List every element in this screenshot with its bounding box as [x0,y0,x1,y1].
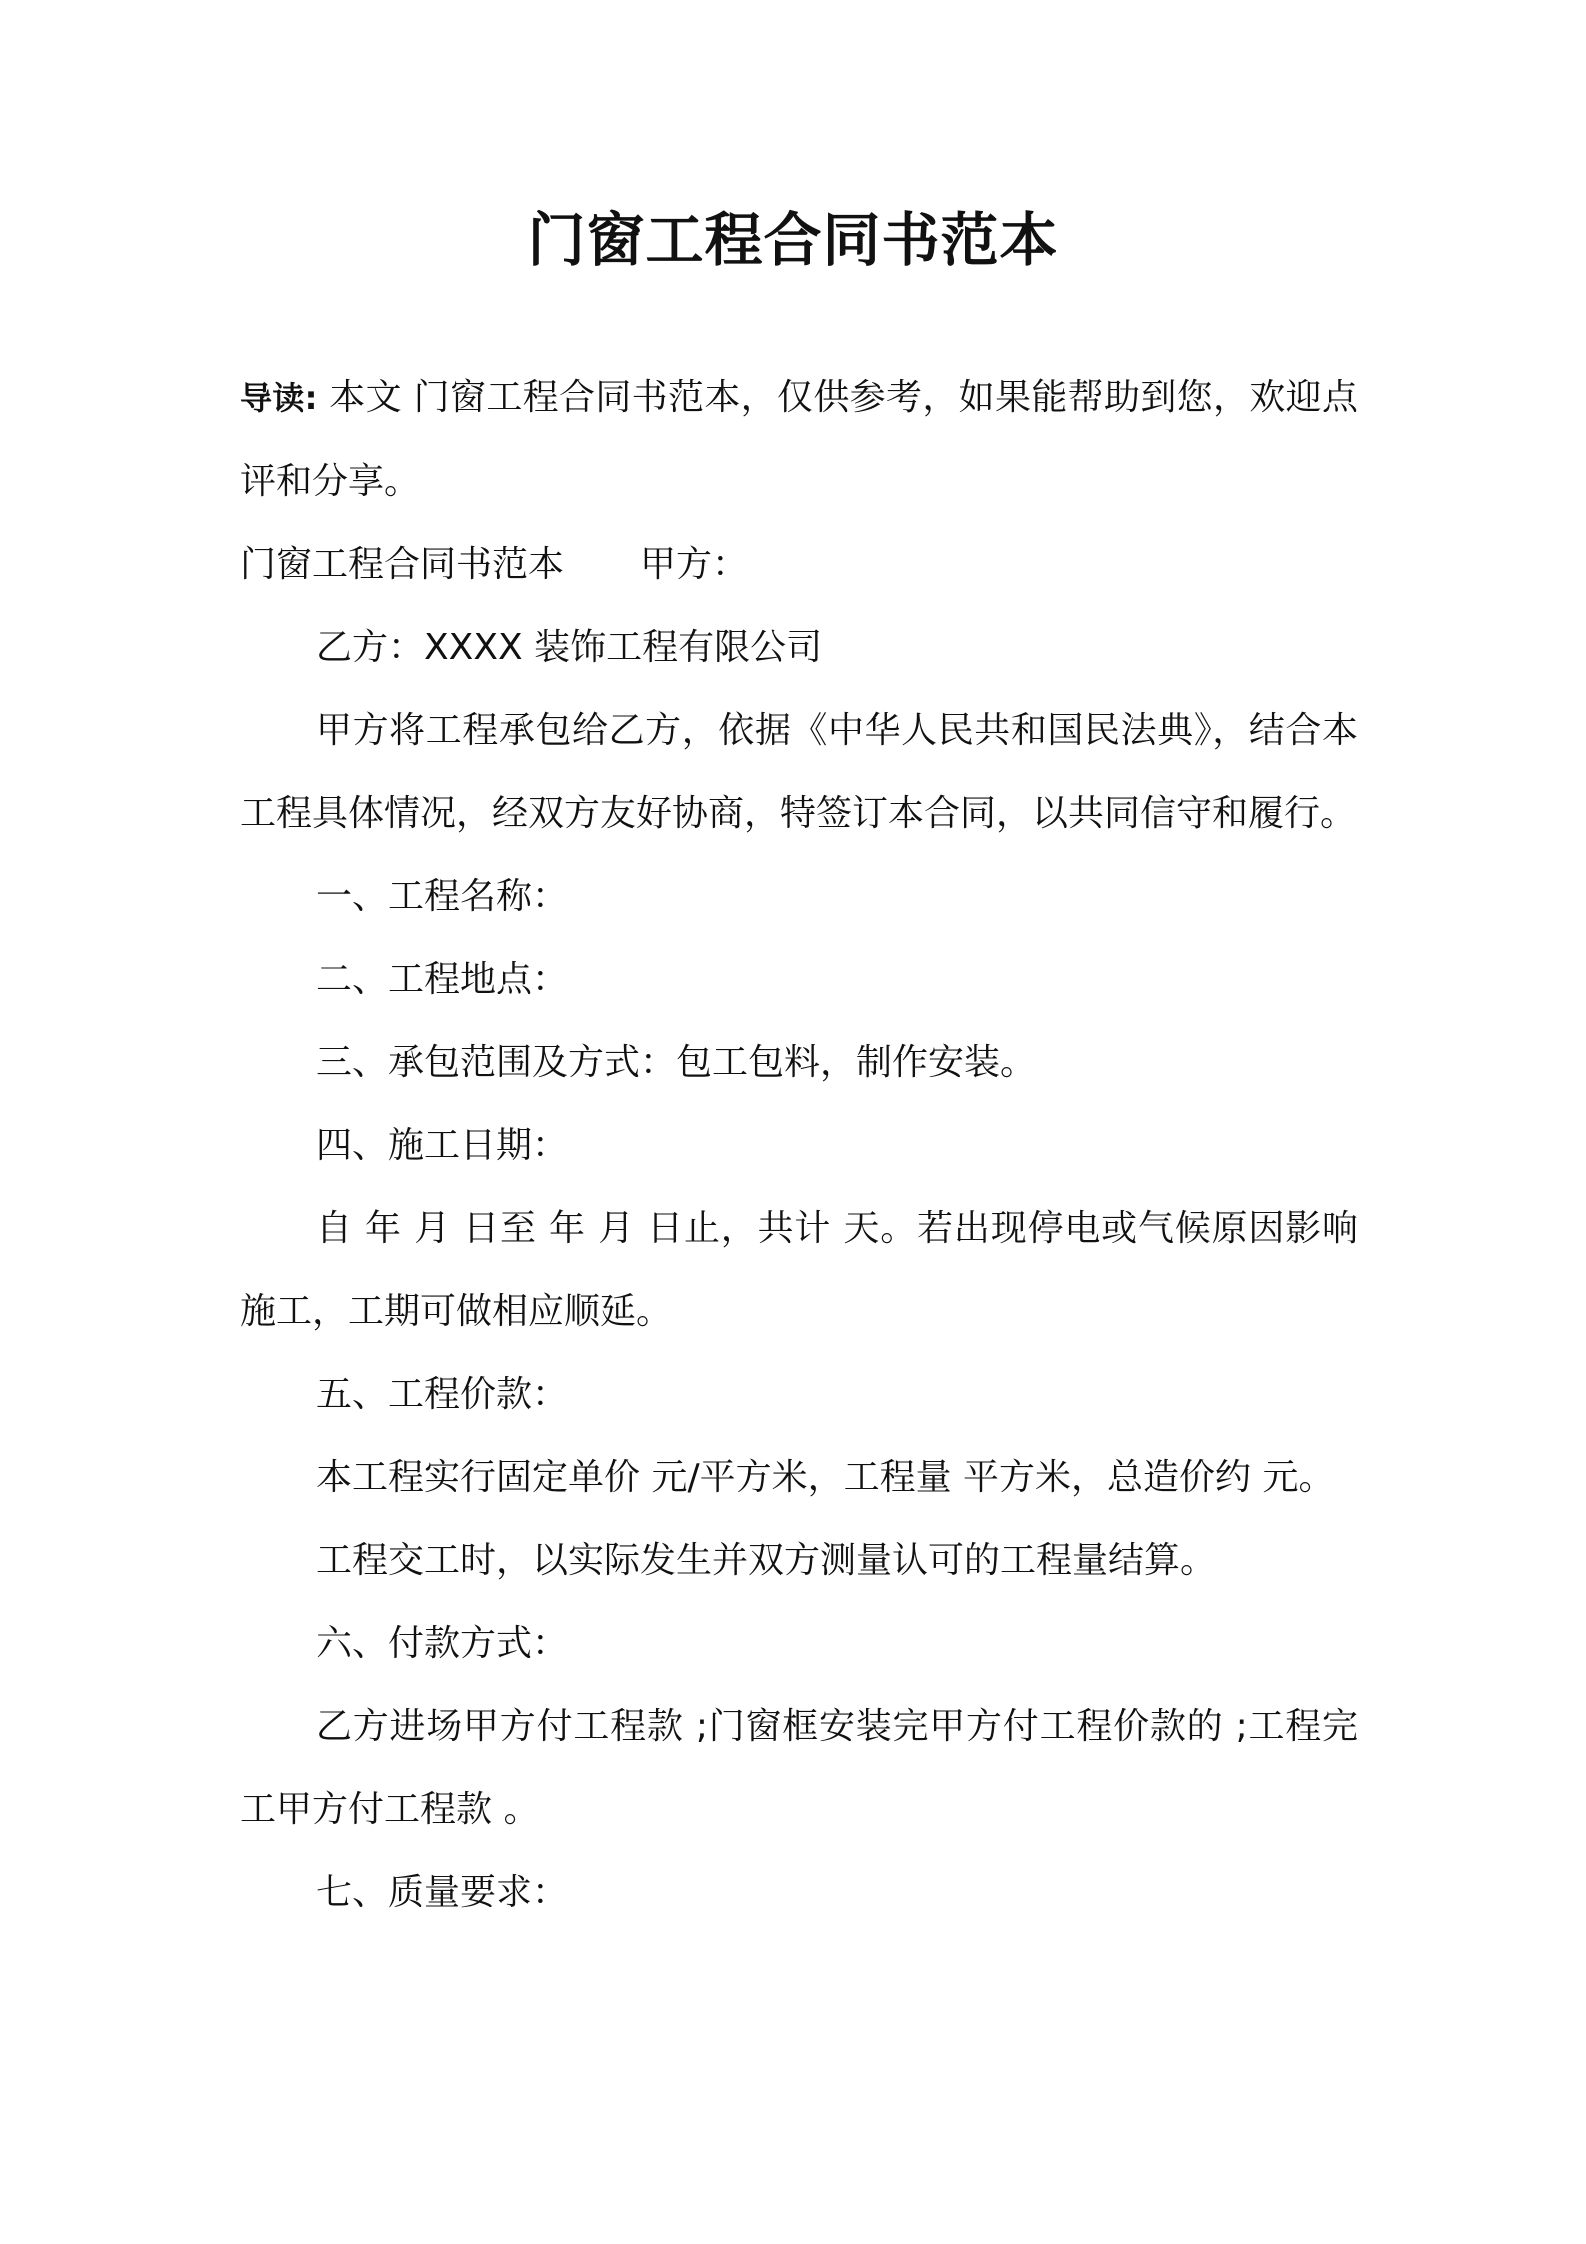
intro-text: 本文 门窗工程合同书范本，仅供参考，如果能帮助到您，欢迎点评和分享。 [240,377,1358,502]
preamble-paragraph: 甲方将工程承包给乙方，依据《中华人民共和国民法典》，结合本工程具体情况，经双方友好协商，特签订本合同，以共同信守和履行。 [240,710,1358,834]
project-price-paragraph: 本工程实行固定单价 元/平方米，工程量 平方米，总造价约 元。 [316,1457,1335,1498]
section-heading-payment-method: 六、付款方式： [316,1623,569,1664]
section-heading-project-price: 五、工程价款： [316,1374,569,1415]
header-line [240,523,1358,606]
section-heading-construction-dates: 四、施工日期： [316,1125,569,1166]
contract-name: 门窗工程合同书范本 [240,544,565,585]
section-heading-quality-requirements: 七、质量要求： [316,1872,569,1913]
intro-label: 导读: [240,379,318,417]
document-body [240,356,1358,1934]
party-a-label: 甲方： [640,544,749,585]
section-contract-scope: 三、承包范围及方式：包工包料，制作安装。 [316,1042,1037,1083]
document-title: 门窗工程合同书范本 [527,206,1059,274]
section-heading-project-location: 二、工程地点： [316,959,569,1000]
payment-method-paragraph: 乙方进场甲方付工程款 ;门窗框安装完甲方付工程价款的 ;工程完工甲方付工程款 。 [240,1706,1358,1830]
party-b-line: 乙方：XXXX 装饰工程有限公司 [316,627,823,668]
construction-dates-paragraph: 自 年 月 日至 年 月 日止，共计 天。若出现停电或气候原因影响施工，工期可做相应顺延。 [240,1208,1358,1332]
settlement-paragraph: 工程交工时，以实际发生并双方测量认可的工程量结算。 [316,1540,1217,1581]
intro-paragraph [240,356,1358,523]
section-heading-project-name: 一、工程名称： [316,876,569,917]
